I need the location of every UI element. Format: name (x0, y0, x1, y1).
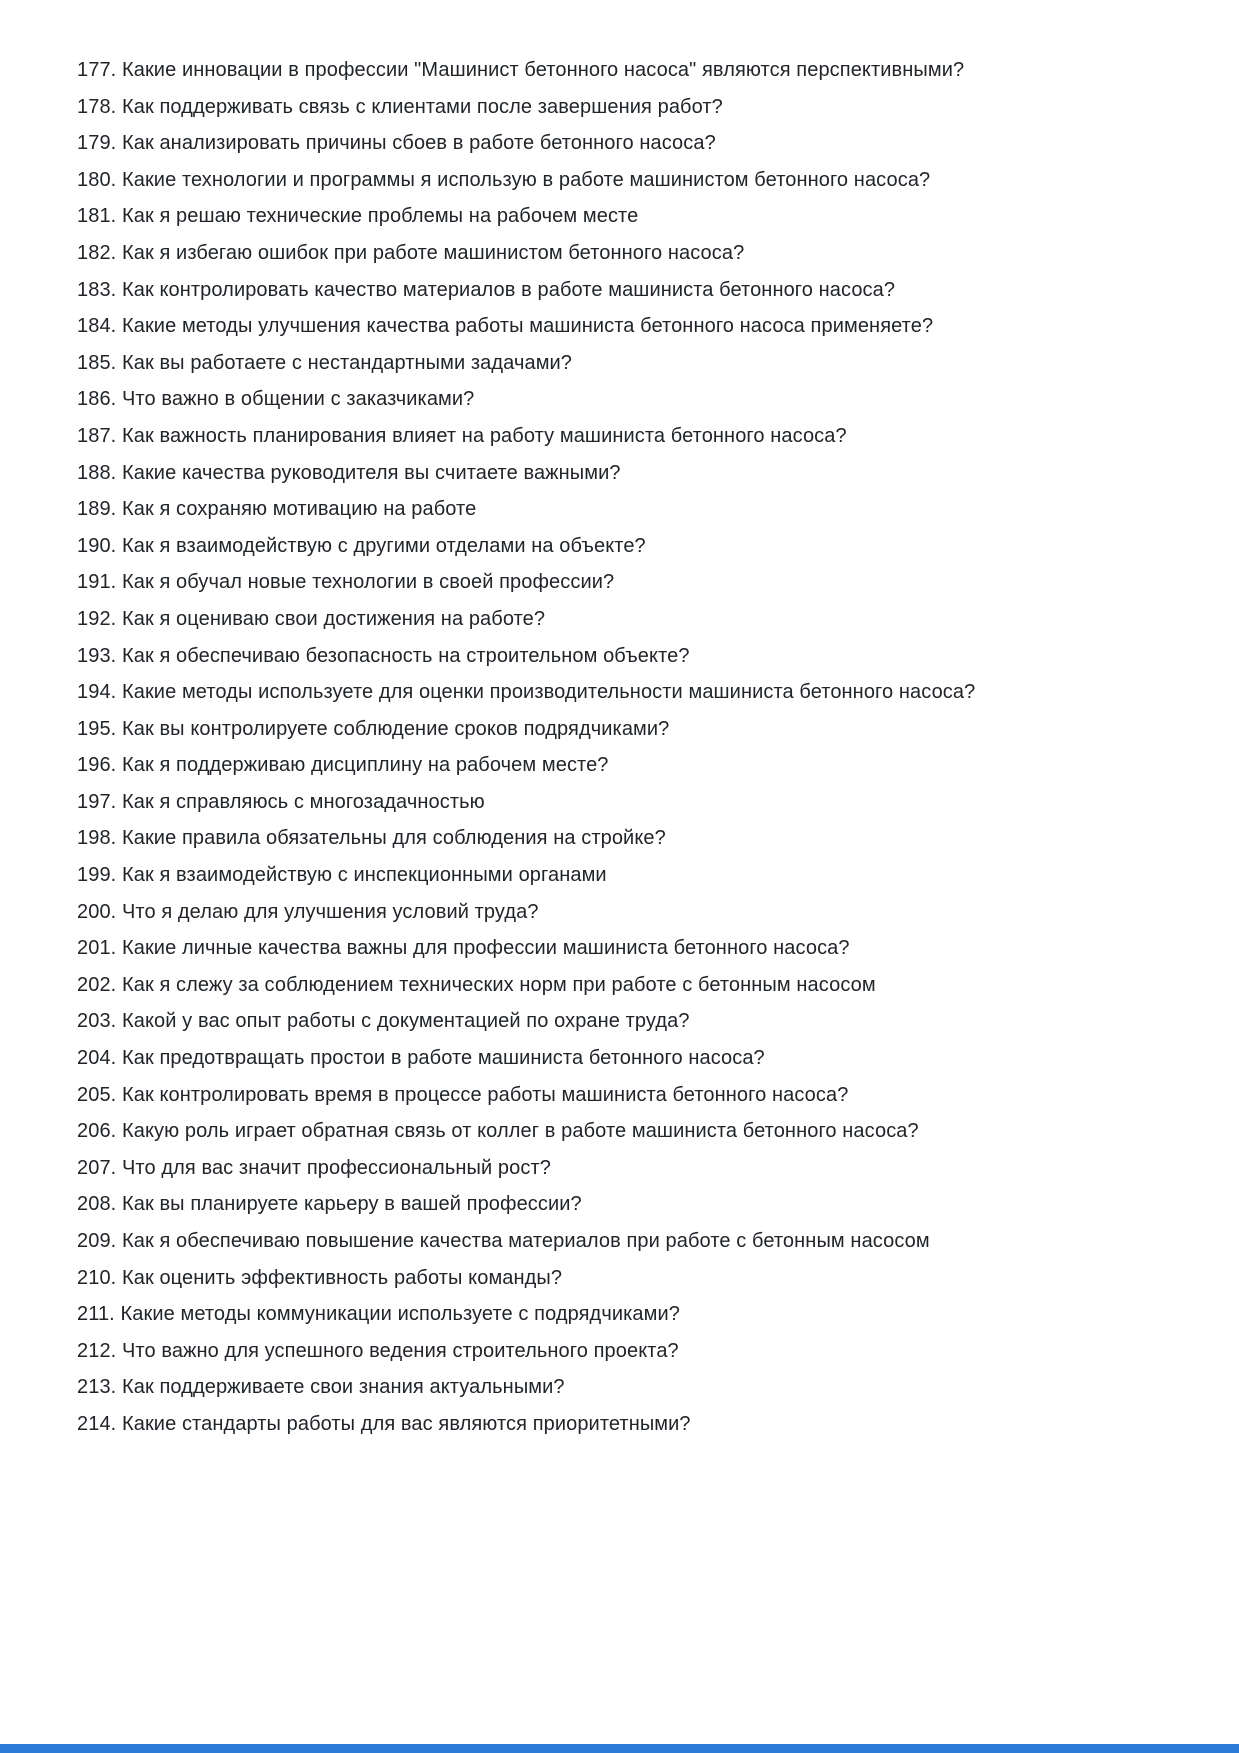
list-item: 183. Как контролировать качество материалов в работе машиниста бетонного насоса? (77, 278, 896, 301)
list-item: 184. Какие методы улучшения качества работы машиниста бетонного насоса применяете? (77, 315, 934, 338)
list-item: 201. Какие личные качества важны для профессии машиниста бетонного насоса? (77, 937, 850, 960)
list-item: 179. Как анализировать причины сбоев в работе бетонного насоса? (77, 132, 716, 155)
list-item: 206. Какую роль играет обратная связь от коллег в работе машиниста бетонного насоса? (77, 1120, 919, 1143)
list-item: 195. Как вы контролируете соблюдение сроков подрядчиками? (77, 717, 670, 740)
list-item: 204. Как предотвращать простои в работе машиниста бетонного насоса? (77, 1047, 765, 1070)
list-item: 182. Как я избегаю ошибок при работе машинистом бетонного насоса? (77, 241, 745, 264)
list-item: 186. Что важно в общении с заказчиками? (77, 388, 475, 411)
list-item: 207. Что для вас значит профессиональный рост? (77, 1156, 551, 1179)
list-item: 180. Какие технологии и программы я использую в работе машинистом бетонного насоса? (77, 168, 931, 191)
list-item: 208. Как вы планируете карьеру в вашей профессии? (77, 1193, 582, 1216)
list-item: 192. Как я оцениваю свои достижения на работе? (77, 607, 546, 630)
list-item: 194. Какие методы используете для оценки производительности машиниста бетонного насоса? (77, 681, 976, 704)
list-item: 185. Как вы работаете с нестандартными задачами? (77, 351, 573, 374)
list-item: 200. Что я делаю для улучшения условий труда? (77, 900, 539, 923)
list-item: 198. Какие правила обязательны для соблюдения на стройке? (77, 827, 666, 850)
list-item: 213. Как поддерживаете свои знания актуальными? (77, 1376, 565, 1399)
bottom-accent-bar (0, 1744, 1239, 1753)
list-item: 196. Как я поддерживаю дисциплину на рабочем месте? (77, 754, 609, 777)
list-item: 189. Как я сохраняю мотивацию на работе (77, 498, 477, 521)
list-item: 214. Какие стандарты работы для вас являются приоритетными? (77, 1412, 691, 1435)
list-item: 209. Как я обеспечиваю повышение качества материалов при работе с бетонным насосом (77, 1230, 930, 1252)
list-item: 181. Как я решаю технические проблемы на рабочем месте (77, 205, 639, 228)
list-item: 190. Как я взаимодействую с другими отделами на объекте? (77, 534, 646, 557)
list-item: 203. Какой у вас опыт работы с документацией по охране труда? (77, 1010, 690, 1033)
list-item: 177. Какие инновации в профессии "Машинист бетонного насоса" являются перспективными? (77, 59, 965, 81)
list-item: 205. Как контролировать время в процессе работы машиниста бетонного насоса? (77, 1083, 849, 1106)
list-item: 191. Как я обучал новые технологии в своей профессии? (77, 571, 615, 594)
list-item: 193. Как я обеспечиваю безопасность на строительном объекте? (77, 644, 690, 667)
list-item: 210. Как оценить эффективность работы команды? (77, 1266, 563, 1289)
list-item: 211. Какие методы коммуникации используете с подрядчиками? (77, 1303, 680, 1326)
document-body (77, 52, 1029, 1443)
list-item: 178. Как поддерживать связь с клиентами после завершения работ? (77, 95, 723, 118)
list-item: 197. Как я справляюсь с многозадачностью (77, 790, 485, 813)
list-item: 202. Как я слежу за соблюдением технических норм при работе с бетонным насосом (77, 973, 876, 996)
list-item: 212. Что важно для успешного ведения строительного проекта? (77, 1339, 679, 1362)
list-item: 188. Какие качества руководителя вы считаете важными? (77, 461, 621, 484)
list-item: 199. Как я взаимодействую с инспекционными органами (77, 864, 607, 887)
list-item: 187. Как важность планирования влияет на работу машиниста бетонного насоса? (77, 424, 847, 447)
question-list (77, 52, 1029, 1443)
